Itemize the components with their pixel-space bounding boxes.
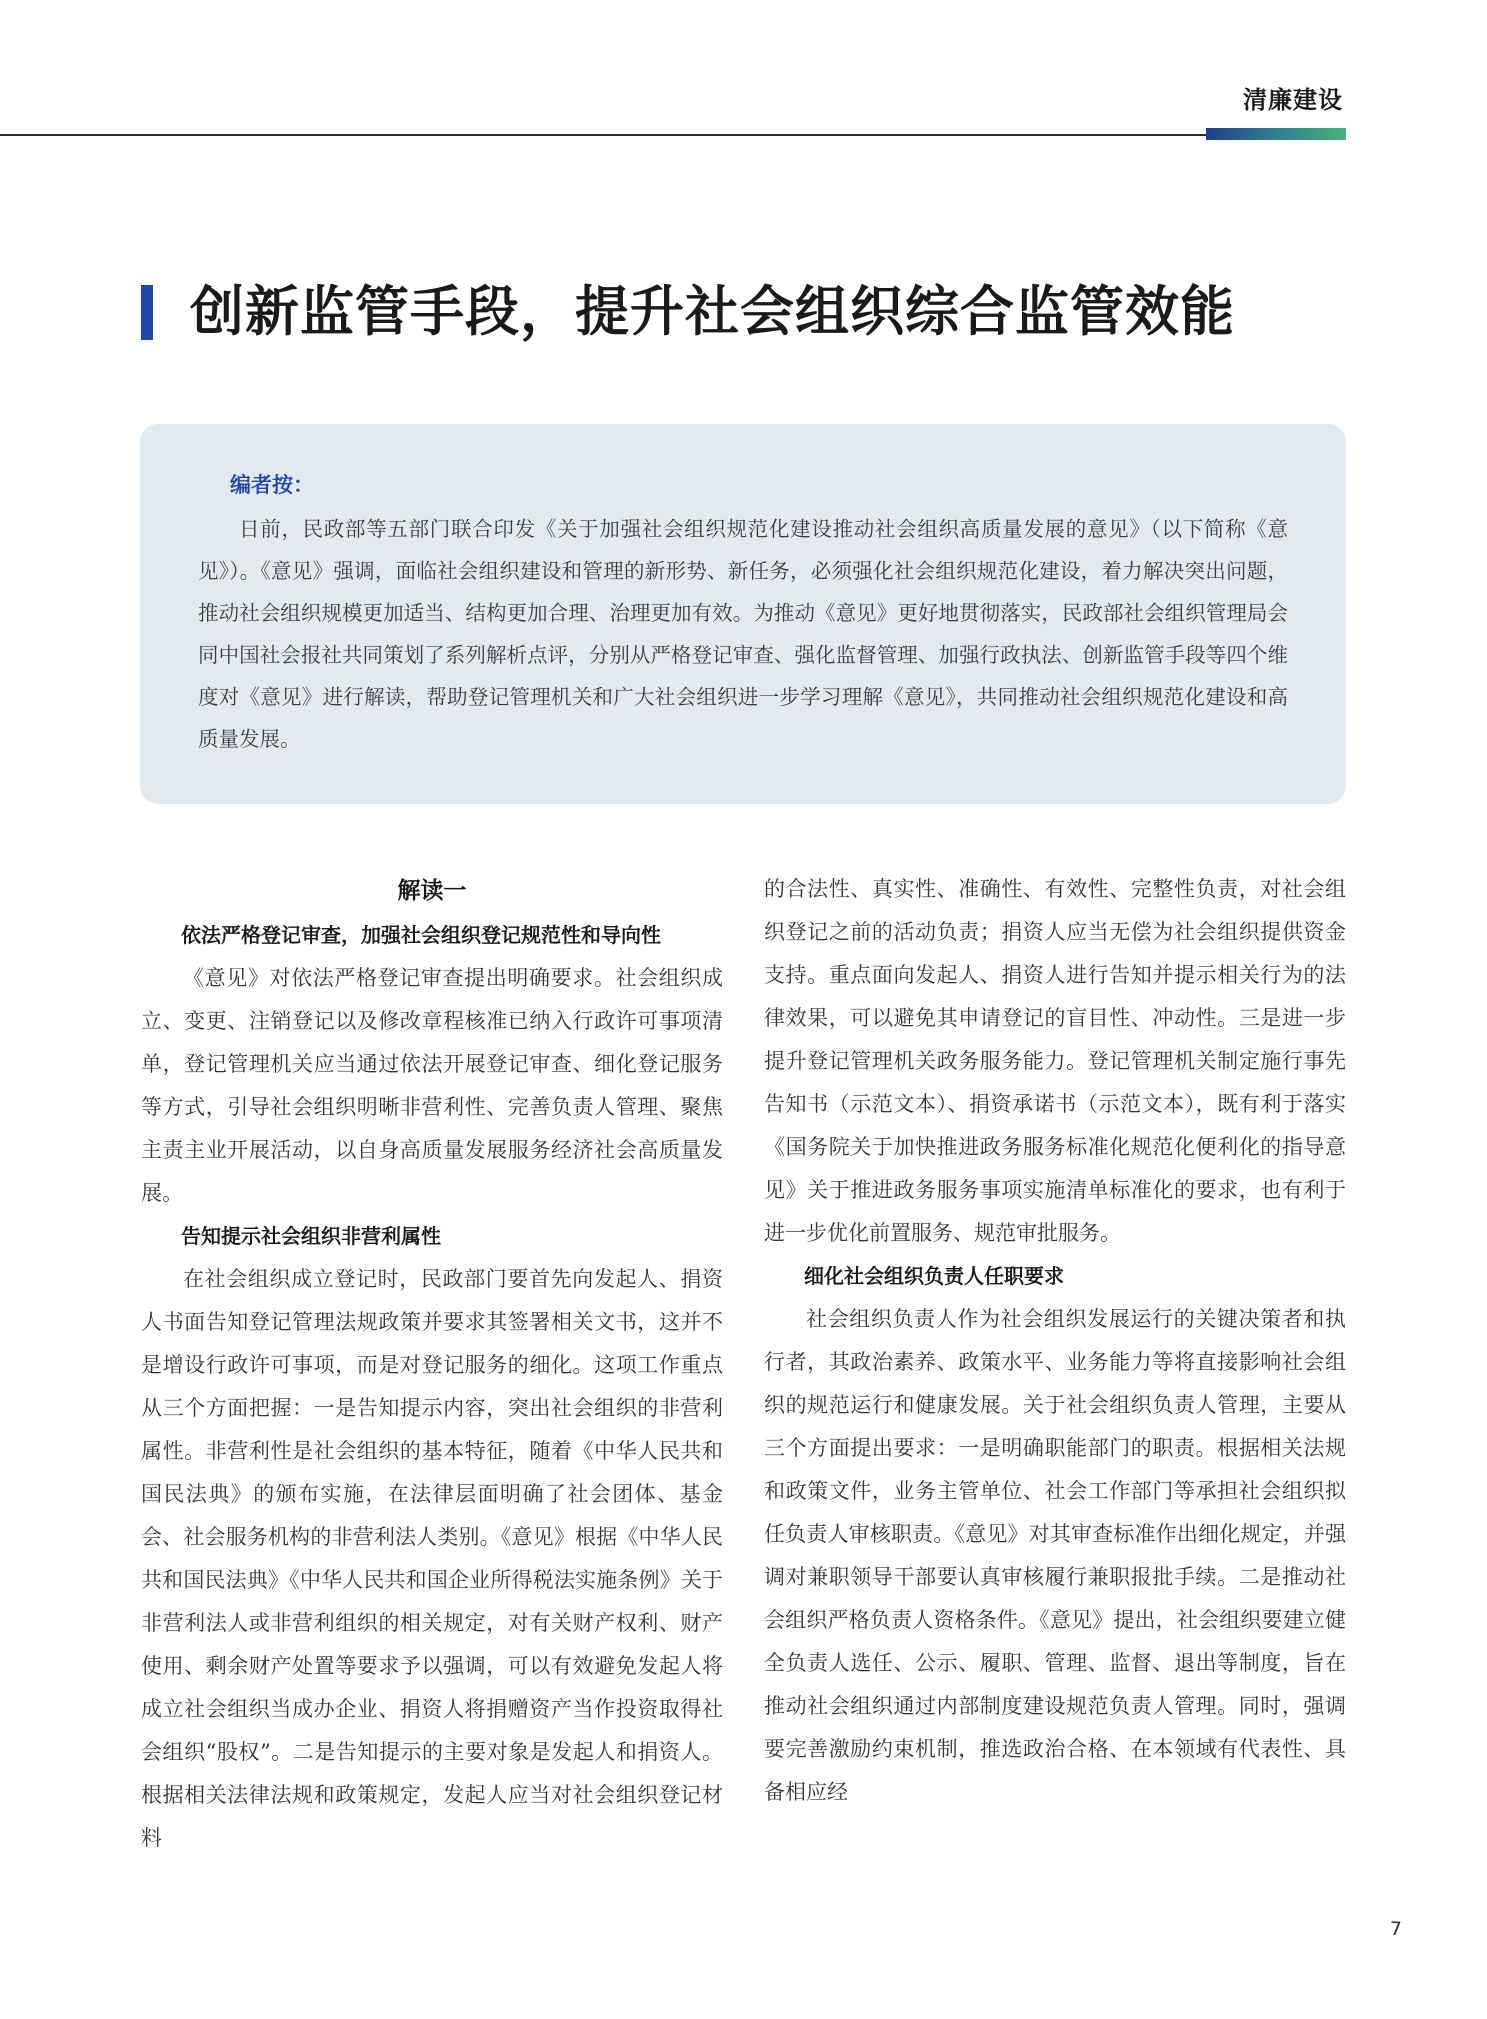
header-accent-bar: [1206, 128, 1346, 140]
header-rule: [0, 134, 1206, 136]
page-number: 7: [1389, 1918, 1402, 1940]
subheading-registration-review: 依法严格登记审查，加强社会组织登记规范性和导向性: [181, 923, 661, 947]
editor-note-label: 编者按：: [230, 473, 314, 497]
left-column: [141, 868, 723, 1860]
editor-note-box: [140, 424, 1346, 804]
section-title: 解读一: [397, 878, 467, 904]
subheading-nonprofit-notice: 告知提示社会组织非营利属性: [181, 1224, 441, 1248]
paragraph: 社会组织负责人作为社会组织发展运行的关键决策者和执行者，其政治素养、政策水平、业务能力等将直接影响社会组织的规范运行和健康发展。关于社会组织负责人管理，主要从三个方面提出要求：一是明确职能部门的职责。根据相关法规和政策文件，业务主管单位、社会工作部门等承担社会组织拟任负责人审核职责。《意见》对其审查标准作出细化规定，并强调对兼职领导干部要认真审核履行兼职报批手续。二是推动社会组织严格负责人资格条件。《意见》提出，社会组织要建立健全负责人选任、公示、履职、管理、监督、退出等制度，旨在推动社会组织通过内部制度建设规范负责人管理。同时，强调要完善激励约束机制，推选政治合格、在本领域有代表性、具备相应经: [764, 1307, 1346, 1804]
title-marker-bar: [141, 285, 153, 340]
article-title: 创新监管手段，提升社会组织综合监管效能: [190, 280, 1235, 343]
right-column: [764, 868, 1346, 1814]
paragraph-continued: 的合法性、真实性、准确性、有效性、完整性负责，对社会组织登记之前的活动负责；捐资人应当无偿为社会组织提供资金支持。重点面向发起人、捐资人进行告知并提示相关行为的法律效果，可以避免其申请登记的盲目性、冲动性。三是进一步提升登记管理机关政务服务能力。登记管理机关制定施行事先告知书（示范文本）、捐资承诺书（示范文本），既有利于落实《国务院关于加快推进政务服务标准化规范化便利化的指导意见》关于推进政务服务事项实施清单标准化的要求，也有利于进一步优化前置服务、规范审批服务。: [764, 877, 1346, 1245]
paragraph: 《意见》对依法严格登记审查提出明确要求。社会组织成立、变更、注销登记以及修改章程核准已纳入行政许可事项清单，登记管理机关应当通过依法开展登记审查、细化登记服务等方式，引导社会组织明晰非营利性、完善负责人管理、聚焦主责主业开展活动，以自身高质量发展服务经济社会高质量发展。: [141, 966, 723, 1205]
subheading-leader-requirements: 细化社会组织负责人任职要求: [804, 1264, 1064, 1288]
editor-note-text: 日前，民政部等五部门联合印发《关于加强社会组织规范化建设推动社会组织高质量发展的意见》（以下简称《意见》）。《意见》强调，面临社会组织建设和管理的新形势、新任务，必须强化社会组织规范化建设，着力解决突出问题，推动社会组织规模更加适当、结构更加合理、治理更加有效。为推动《意见》更好地贯彻落实，民政部社会组织管理局会同中国社会报社共同策划了系列解析点评，分别从严格登记审查、强化监督管理、加强行政执法、创新监管手段等四个维度对《意见》进行解读，帮助登记管理机关和广大社会组织进一步学习理解《意见》，共同推动社会组织规范化建设和高质量发展。: [198, 517, 1288, 751]
paragraph: 在社会组织成立登记时，民政部门要首先向发起人、捐资人书面告知登记管理法规政策并要求其签署相关文书，这并不是增设行政许可事项，而是对登记服务的细化。这项工作重点从三个方面把握：一是告知提示内容，突出社会组织的非营利属性。非营利性是社会组织的基本特征，随着《中华人民共和国民法典》的颁布实施，在法律层面明确了社会团体、基金会、社会服务机构的非营利法人类别。《意见》根据《中华人民共和国民法典》《中华人民共和国企业所得税法实施条例》关于非营利法人或非营利组织的相关规定，对有关财产权利、财产使用、剩余财产处置等要求予以强调，可以有效避免发起人将成立社会组织当成办企业、捐资人将捐赠资产当作投资取得社会组织“股权”。二是告知提示的主要对象是发起人和捐资人。根据相关法律法规和政策规定，发起人应当对社会组织登记材料: [141, 1267, 723, 1850]
section-label: 清廉建设: [1243, 86, 1343, 114]
